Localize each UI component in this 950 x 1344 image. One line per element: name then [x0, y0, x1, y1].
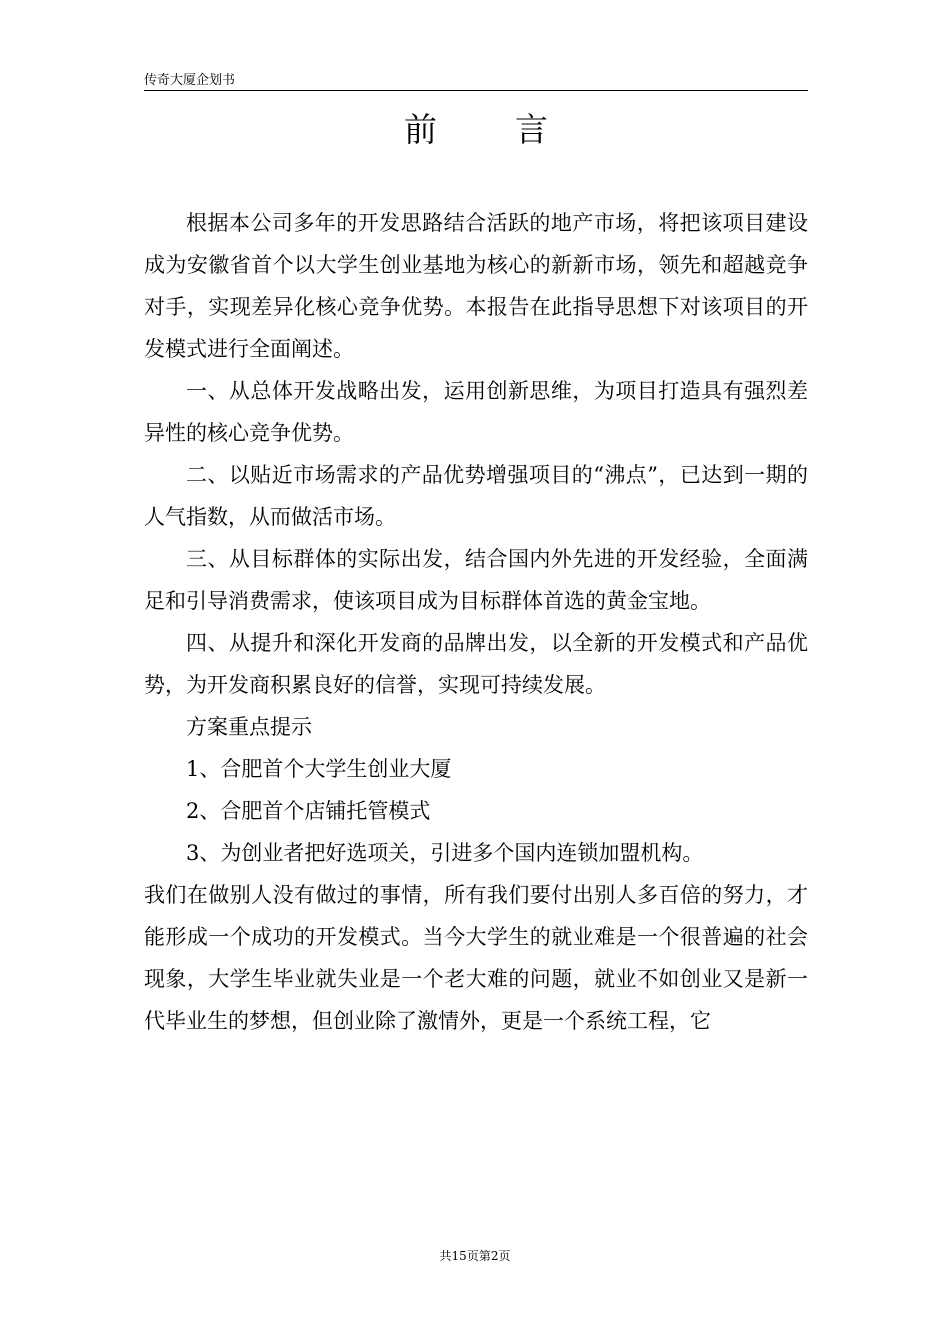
paragraph-point-1: 一、从总体开发战略出发，运用创新思维，为项目打造具有强烈差异性的核心竞争优势。 — [144, 379, 808, 445]
paragraph-intro: 根据本公司多年的开发思路结合活跃的地产市场，将把该项目建设成为安徽省首个以大学生创业基地为核心的新新市场，领先和超越竞争对手，实现差异化核心竞争优势。本报告在此指导思想下对该项目的开发模式进行全面阐述。 — [144, 211, 808, 361]
paragraph-point-3: 三、从目标群体的实际出发，结合国内外先进的开发经验，全面满足和引导消费需求，使该项目成为目标群体首选的黄金宝地。 — [144, 547, 808, 613]
highlight-item-3: 3、为创业者把好选项关，引进多个国内连锁加盟机构。 — [186, 841, 704, 865]
paragraph-point-4: 四、从提升和深化开发商的品牌出发，以全新的开发模式和产品优势，为开发商积累良好的信誉，实现可持续发展。 — [144, 631, 808, 697]
page-header — [144, 72, 808, 91]
page-title: 前言 — [404, 110, 626, 149]
header-title: 传奇大厦企划书 — [144, 73, 236, 88]
page-footer: 共15页第2页 — [439, 1249, 511, 1263]
paragraph-closing: 我们在做别人没有做过的事情，所有我们要付出别人多百倍的努力，才能形成一个成功的开发模式。当今大学生的就业难是一个很普遍的社会现象，大学生毕业就失业是一个老大难的问题，就业不如创业又是新一代毕业生的梦想，但创业除了激情外，更是一个系统工程，它 — [144, 883, 808, 1033]
document-body — [144, 202, 808, 1042]
highlight-item-2: 2、合肥首个店铺托管模式 — [186, 799, 431, 823]
highlight-item-1: 1、合肥首个大学生创业大厦 — [186, 757, 452, 781]
paragraph-point-2: 二、以贴近市场需求的产品优势增强项目的“沸点”，已达到一期的人气指数，从而做活市场。 — [144, 463, 808, 529]
section-heading-highlights: 方案重点提示 — [186, 715, 312, 739]
